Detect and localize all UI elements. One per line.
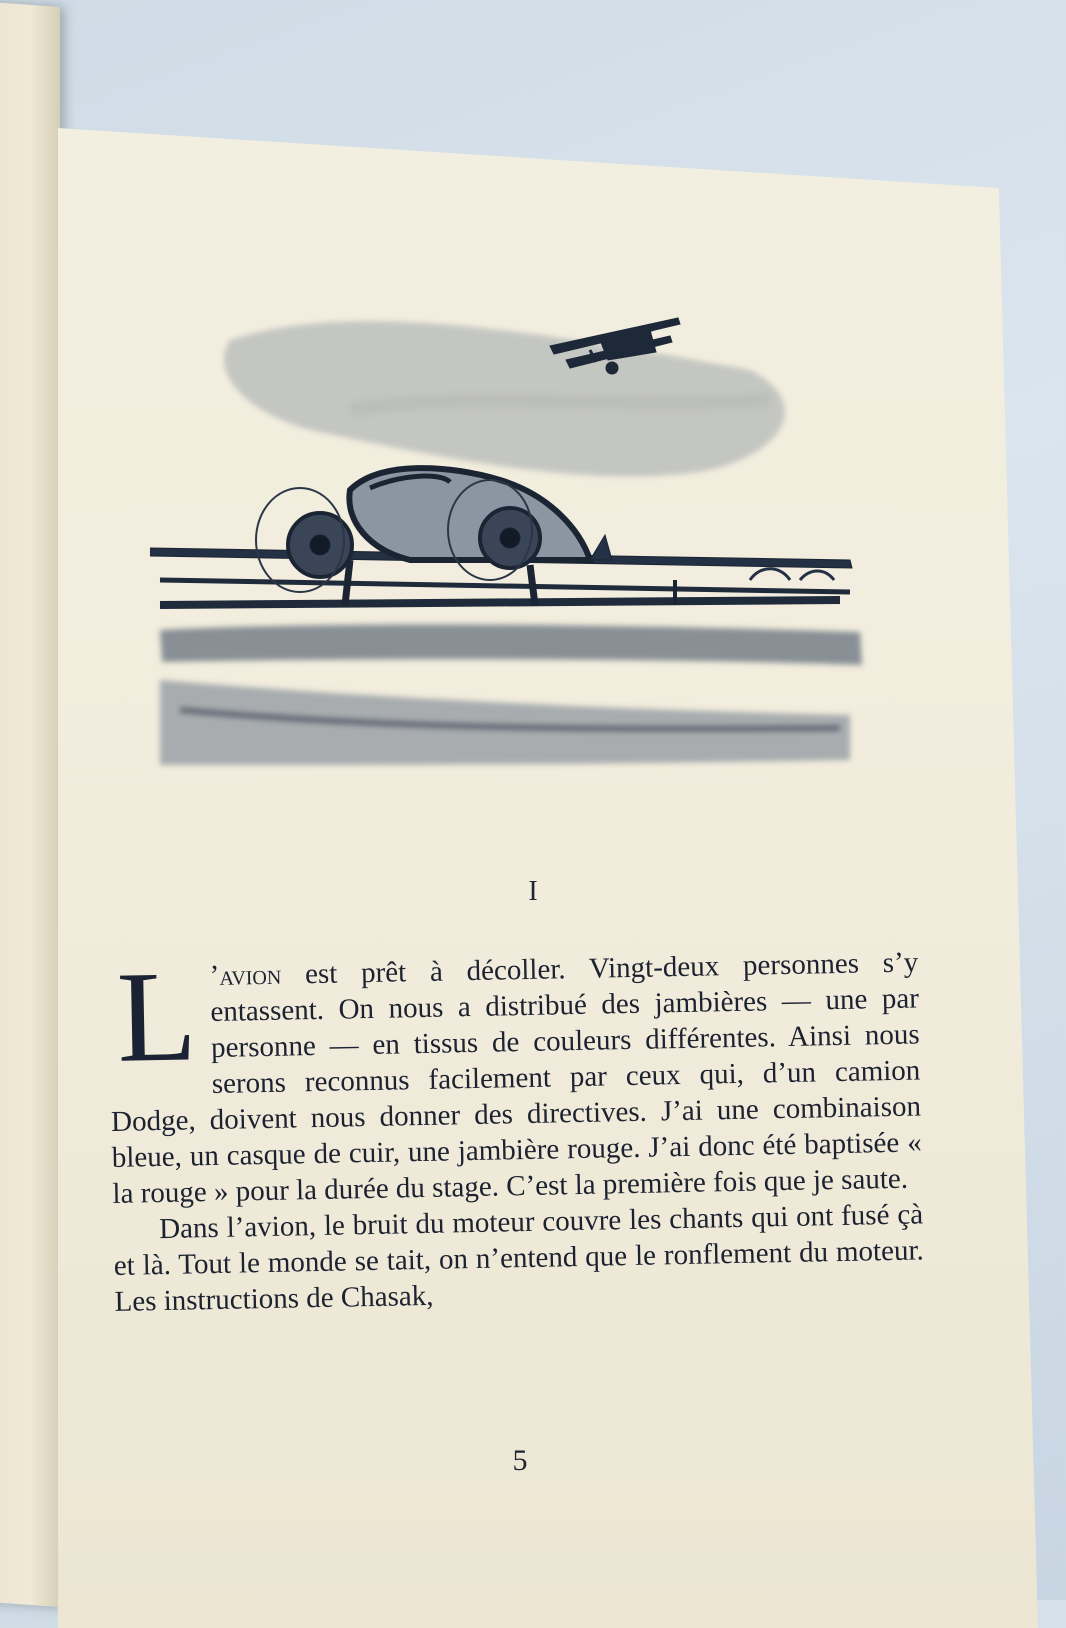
first-word: ’avion [209,958,282,993]
facing-page-edge [0,0,60,1607]
paragraph-1 [108,944,923,1212]
sky-wash [224,321,785,476]
hangar-icon [750,569,834,580]
page-number: 5 [512,1444,528,1477]
drop-cap: L [115,944,198,1090]
paragraph-2: Dans l’avion, le bruit du moteur couvre les chants qui ont fusé çà et là. Tout le monde se tait, on n’entend que le ronflement du moteur. Les instructions de Chasak, [113,1198,925,1318]
paragraph-1-text: est prêt à décoller. Vingt-deux personnes s’y entassent. On nous a distribué des jambières — une par personne — en tissus de couleurs différentes. Ainsi nous serons reconnus facilement par ceux qui, d’un camion Dodge, doivent nous donner des directives. J’ai une combinaison bleue, un casque de cuir, une jambière rouge. J’ai donc été baptisée « la rouge » pour la durée du stage. C’est la première fois que je saute. [110,946,922,1210]
airplane-illustration [150,260,880,790]
chapter-number: I [528,876,538,907]
body-text [108,944,925,1319]
ground-wash [160,624,862,765]
horizon-strokes [160,580,850,605]
